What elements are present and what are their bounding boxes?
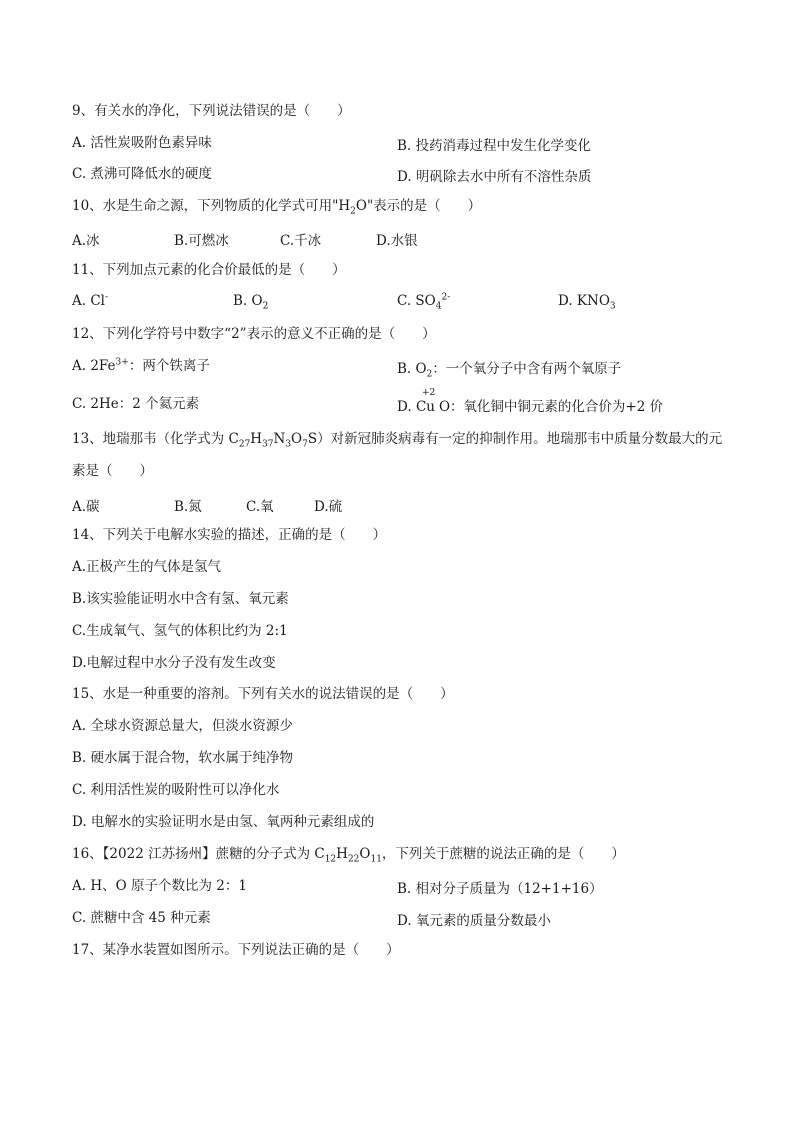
q10-option-b: B.可燃冰 [174, 233, 229, 249]
q9-option-c: C. 煮沸可降低水的硬度 [72, 166, 212, 182]
q14-stem: 14、下列关于电解水实验的描述，正确的是（ ） [72, 527, 387, 543]
q16-stem: 16、【2022 江苏扬州】蔗糖的分子式为 $C_{12}H_{22}O_{11}$，下列关于蔗糖的说法正确的是（ ） [72, 846, 625, 865]
q10-stem: 10、水是生命之源，下列物质的化学式可用"$H_2O$"表示的是（ ） [72, 198, 482, 217]
q15-option-c: C. 利用活性炭的吸附性可以净化水 [72, 782, 280, 798]
q15-option-b: B. 硬水属于混合物，软水属于纯净物 [72, 750, 294, 766]
q13-option-a: A.碳 [72, 499, 100, 515]
q14-option-b: B.该实验能证明水中含有氢、氧元素 [72, 591, 289, 607]
q10-option-c: C.千冰 [280, 233, 322, 249]
q13-stem-line2: 素是（ ） [72, 463, 153, 479]
q11-option-b: B. $O_2$ [233, 293, 269, 312]
cuo-valence-formula: +2 Cu O [415, 388, 451, 415]
q12-option-d: D. +2 Cu O：氧化铜中铜元素的化合价为+2 价 [397, 388, 664, 415]
q9-option-b: B. 投药消毒过程中发生化学变化 [397, 138, 592, 154]
q16-option-d: D. 氧元素的质量分数最小 [397, 913, 551, 929]
q12-option-c: C. 2He：2 个氦元素 [72, 396, 200, 412]
q13-stem: 13、地瑞那韦（化学式为 $C_{27}H_{37}N_3O_7S$）对新冠肺炎病毒有一定的抑制作用。地瑞那韦中质量分数最大的元 [72, 431, 723, 450]
q12-option-a: A. $2Fe^{3+}$：两个铁离子 [72, 357, 210, 374]
q16-option-c: C. 蔗糖中含 45 种元素 [72, 910, 211, 926]
q16-option-a: A. H、O 原子个数比为 2：1 [72, 878, 247, 894]
q9-option-a: A. 活性炭吸附色素异味 [72, 135, 212, 151]
q16-option-b: B. 相对分子质量为（12+1+16） [397, 881, 603, 897]
q13-option-b: B.氮 [174, 499, 202, 515]
q10-option-a: A.冰 [72, 233, 100, 249]
q11-option-c: C. $SO_4^{2-}$ [397, 292, 451, 312]
q11-option-a: A. Cl- [72, 292, 109, 309]
q12-option-b: B. $O_2$：一个氧分子中含有两个氧原子 [397, 361, 622, 380]
q15-option-d: D. 电解水的实验证明水是由氢、氧两种元素组成的 [72, 814, 375, 830]
q11-stem: 11、下列加点元素的化合价最低的是（ ） [72, 262, 346, 278]
q10-option-d: D.水银 [376, 233, 418, 249]
q15-option-a: A. 全球水资源总量大，但淡水资源少 [72, 718, 293, 734]
q14-option-c: C.生成氧气、氢气的体积比约为 2:1 [72, 623, 288, 639]
q11-option-d: D. $KNO_3$ [558, 293, 616, 312]
q15-stem: 15、水是一种重要的溶剂。下列有关水的说法错误的是（ ） [72, 686, 454, 702]
q12-stem: 12、下列化学符号中数字“2”表示的意义不正确的是（ ） [72, 326, 436, 342]
q17-stem: 17、某净水装置如图所示。下列说法正确的是（ ） [72, 942, 400, 958]
q14-option-a: A.正极产生的气体是氢气 [72, 559, 222, 575]
q14-option-d: D.电解过程中水分子没有发生改变 [72, 655, 276, 671]
q9-option-d: D. 明矾除去水中所有不溶性杂质 [397, 169, 592, 185]
q13-option-c: C.氧 [246, 499, 274, 515]
q9-stem: 9、有关水的净化，下列说法错误的是（ ） [72, 103, 351, 119]
q13-option-d: D.硫 [314, 499, 343, 515]
